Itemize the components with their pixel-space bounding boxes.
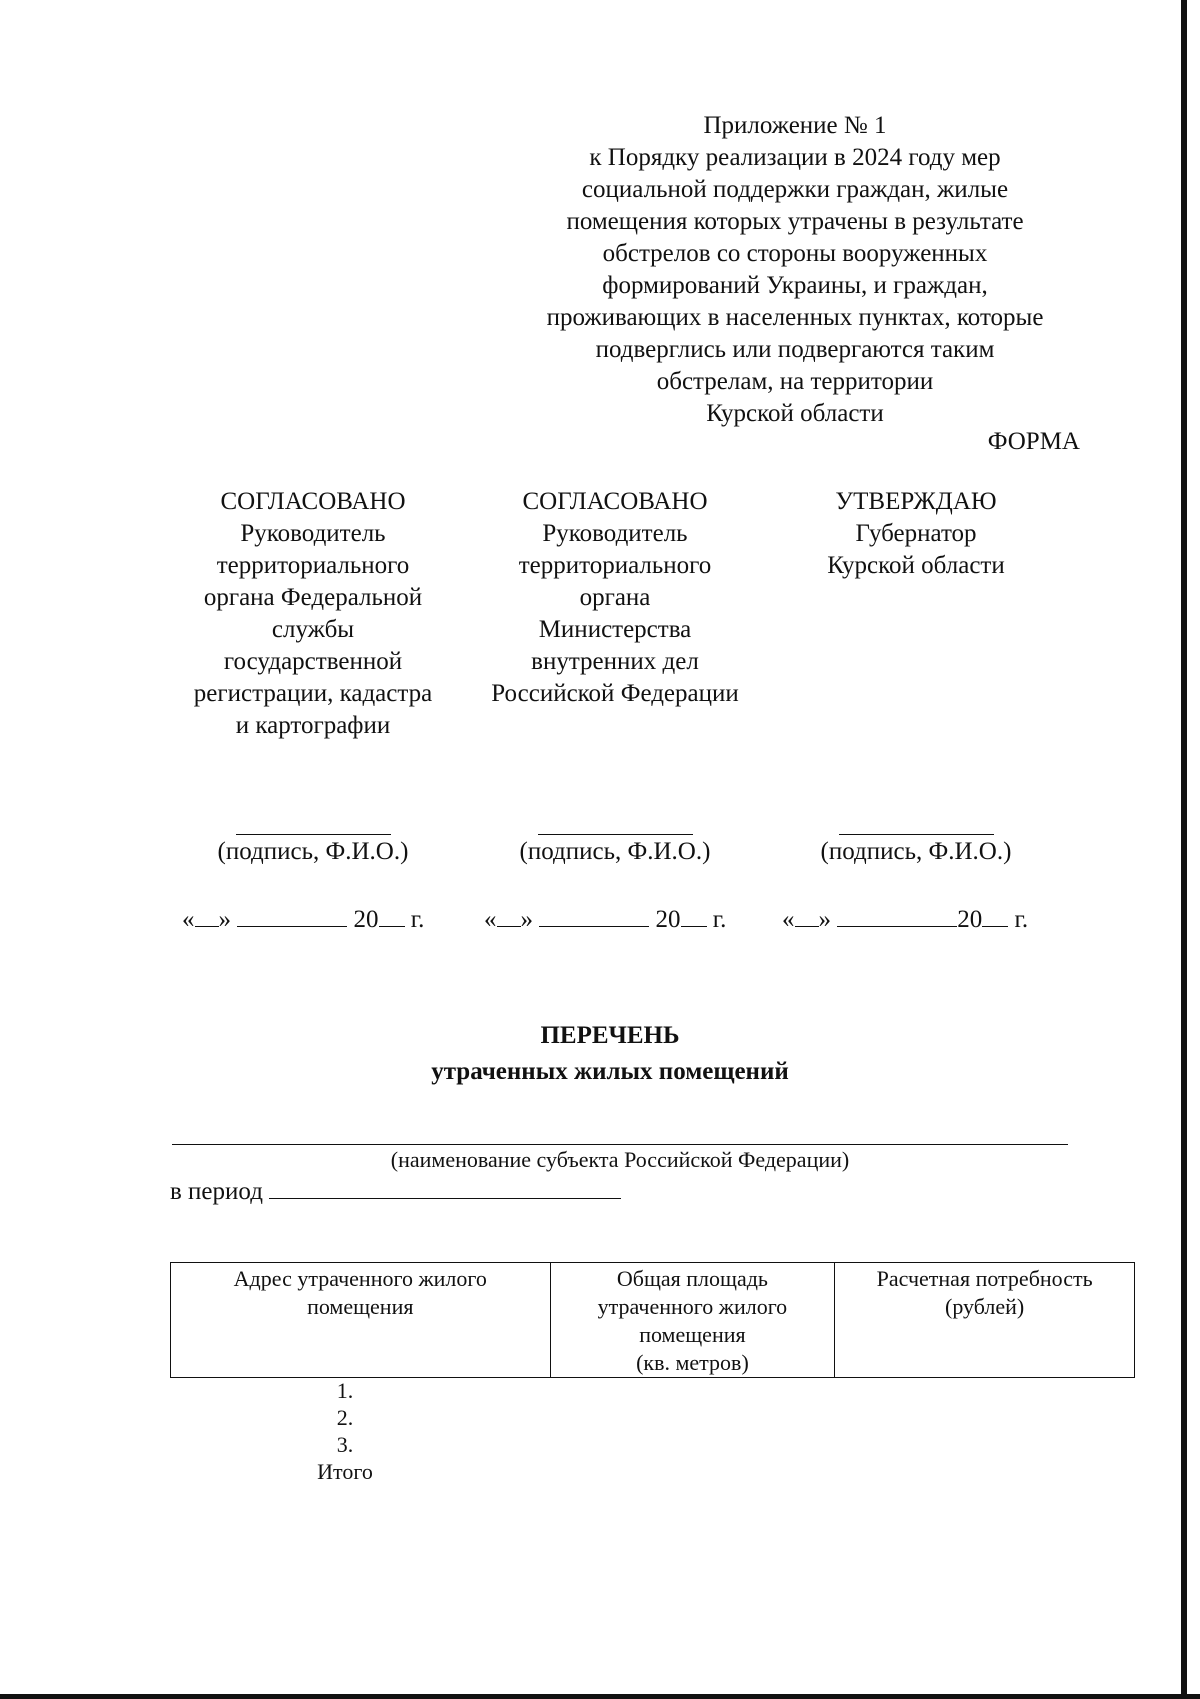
period-field: [170, 1176, 621, 1206]
approval-line: регистрации, кадастра: [193, 680, 433, 707]
signature-caption: (подпись, Ф.И.О.): [519, 838, 711, 865]
approval-line: Министерства: [538, 616, 692, 643]
date-year-suffix: г.: [1014, 906, 1029, 933]
approval-line: органа Федеральной: [203, 584, 423, 611]
approval-line: Руководитель: [542, 520, 688, 547]
subject-name-caption: (наименование субъекта Российской Федерации): [390, 1147, 850, 1172]
year-blank: [379, 904, 405, 927]
appendix-line: социальной поддержки граждан, жилые: [581, 176, 1009, 203]
header-line: Расчетная потребность: [876, 1266, 1093, 1291]
month-blank: [837, 904, 957, 927]
header-line: Адрес утраченного жилого: [233, 1266, 487, 1291]
title-sub: утраченных жилых помещений: [431, 1058, 789, 1085]
approval-line: государственной: [223, 648, 403, 675]
header-line: утраченного жилого: [597, 1294, 788, 1319]
approval-date: [182, 904, 424, 934]
approval-line: органа: [579, 584, 651, 611]
lost-housing-table: [170, 1262, 1135, 1378]
subject-name-line: [172, 1144, 1068, 1145]
approval-block-rosreestr: [168, 486, 458, 742]
form-label: ФОРМА: [987, 428, 1080, 455]
approval-line: СОГЛАСОВАНО: [220, 488, 406, 515]
month-blank: [539, 904, 649, 927]
appendix-line: формирований Украины, и граждан,: [602, 272, 988, 299]
appendix-line: Приложение № 1: [703, 112, 887, 139]
day-blank: [195, 904, 219, 927]
appendix-line: обстрелов со стороны вооруженных: [602, 240, 988, 267]
approval-date: [484, 904, 726, 934]
date-open-quote: «: [182, 906, 195, 933]
year-blank: [681, 904, 707, 927]
approval-line: территориального: [216, 552, 410, 579]
column-header-area: [550, 1263, 835, 1378]
date-close-quote: »: [520, 906, 533, 933]
column-header-address: [171, 1263, 551, 1378]
appendix-line: подверглись или подвергаются таким: [595, 336, 995, 363]
header-line: (рублей): [945, 1294, 1025, 1319]
date-open-quote: «: [782, 906, 795, 933]
appendix-line: к Порядку реализации в 2024 году мер: [589, 144, 1001, 171]
signature-line: [538, 834, 693, 835]
day-blank: [795, 904, 819, 927]
period-blank: [269, 1176, 621, 1199]
approval-line: Губернатор: [855, 520, 977, 547]
header-line: помещения: [307, 1294, 414, 1319]
approval-line: внутренних дел: [531, 648, 699, 675]
month-blank: [237, 904, 347, 927]
approval-line: и картографии: [235, 712, 391, 739]
approval-block-mvd: [470, 486, 760, 710]
approval-line: службы: [271, 616, 355, 643]
approval-line: СОГЛАСОВАНО: [522, 488, 708, 515]
date-year-prefix: 20: [655, 906, 681, 933]
scan-border-bottom: [0, 1694, 1200, 1699]
signature-caption: (подпись, Ф.И.О.): [820, 838, 1012, 865]
approval-line: Курской области: [827, 552, 1005, 579]
appendix-line: проживающих в населенных пунктах, которые: [546, 304, 1044, 331]
date-year-suffix: г.: [410, 906, 425, 933]
column-header-need: [835, 1263, 1135, 1378]
period-label: в период: [170, 1178, 263, 1205]
table-row: 1.: [336, 1378, 354, 1403]
approval-block-governor: [771, 486, 1061, 582]
approval-line: УТВЕРЖДАЮ: [835, 488, 997, 515]
approval-line: территориального: [518, 552, 712, 579]
header-line: (кв. метров): [636, 1350, 749, 1375]
signature-caption: (подпись, Ф.И.О.): [217, 838, 409, 865]
approval-line: Руководитель: [240, 520, 386, 547]
signature-line: [839, 834, 994, 835]
scan-border-right: [1181, 0, 1187, 1699]
signature-line: [236, 834, 391, 835]
date-close-quote: »: [218, 906, 231, 933]
approval-date: [782, 904, 1028, 934]
appendix-header: [505, 110, 1085, 430]
header-line: Общая площадь: [616, 1266, 768, 1291]
header-line: помещения: [639, 1322, 746, 1347]
date-open-quote: «: [484, 906, 497, 933]
date-year-prefix: 20: [957, 906, 983, 933]
year-blank: [982, 904, 1008, 927]
approval-line: Российской Федерации: [491, 680, 739, 707]
date-year-suffix: г.: [712, 906, 727, 933]
appendix-line: Курской области: [706, 400, 884, 427]
title-main: ПЕРЕЧЕНЬ: [540, 1022, 680, 1049]
document-title: [300, 1018, 920, 1090]
appendix-line: обстрелам, на территории: [656, 368, 934, 395]
date-year-prefix: 20: [353, 906, 379, 933]
table-row: 2.: [336, 1405, 354, 1430]
date-close-quote: »: [818, 906, 831, 933]
table-row-total: Итого: [317, 1459, 373, 1484]
table-row: 3.: [336, 1432, 354, 1457]
table-rows: [300, 1377, 390, 1485]
appendix-line: помещения которых утрачены в результате: [566, 208, 1024, 235]
day-blank: [497, 904, 521, 927]
